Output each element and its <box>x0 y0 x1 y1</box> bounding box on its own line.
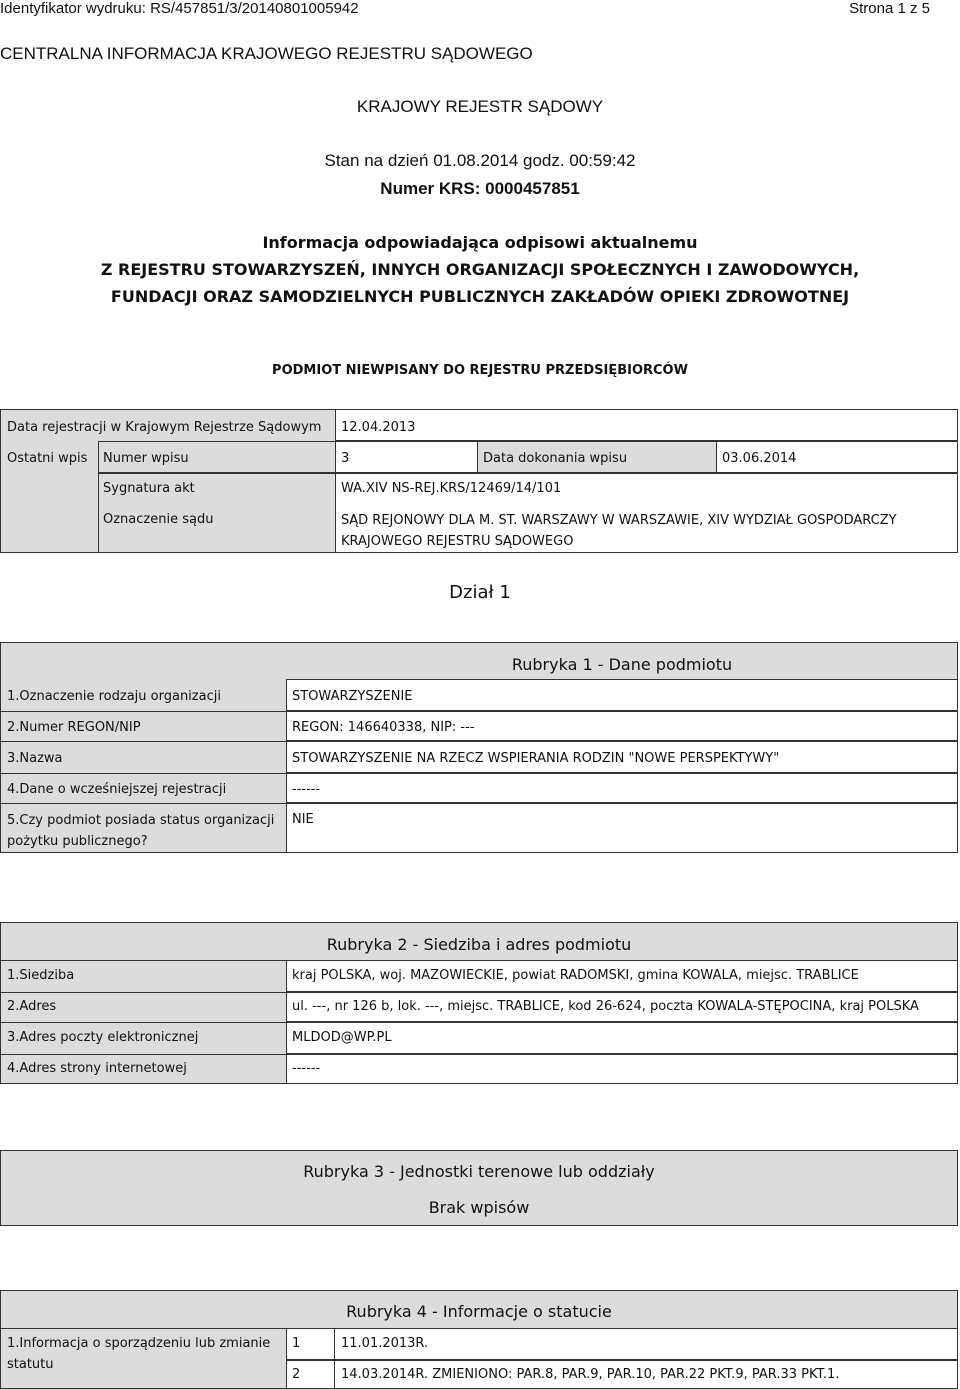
entry-number-label: Numer wpisu <box>103 451 189 466</box>
rubryka-1-value-cell <box>286 773 958 803</box>
signature-value: WA.XIV NS-REJ.KRS/12469/14/101 <box>341 481 562 496</box>
statute-entry-value: 11.01.2013R. <box>341 1336 429 1351</box>
public-benefit-label: 5.Czy podmiot posiada status organizacji pożytku publicznego? <box>7 813 275 849</box>
institution-name: CENTRALNA INFORMACJA KRAJOWEGO REJESTRU SĄDOWEGO <box>0 44 533 63</box>
name-value: STOWARZYSZENIE NA RZECZ WSPIERANIA RODZIN "NOWE PERSPEKTYWY" <box>292 751 780 766</box>
rubryka-4-title: Rubryka 4 - Informacje o statucie <box>346 1302 612 1321</box>
register-name: KRAJOWY REJESTR SĄDOWY <box>356 97 604 116</box>
statute-entry-value: 14.03.2014R. ZMIENIONO: PAR.8, PAR.9, PAR.10, PAR.22 PKT.9, PAR.33 PKT.1. <box>341 1367 840 1382</box>
org-type-value: STOWARZYSZENIE <box>292 689 413 704</box>
no-entries-text: Brak wpisów <box>428 1198 530 1217</box>
court-label: Oznaczenie sądu <box>103 512 214 527</box>
previous-registration-label: 4.Dane o wcześniejszej rejestracji <box>7 782 227 797</box>
entry-number-divider <box>334 1328 335 1389</box>
krs-number: Numer KRS: 0000457851 <box>380 179 580 198</box>
last-entry-label: Ostatni wpis <box>7 451 88 466</box>
email-value: MLDOD@WP.PL <box>292 1030 392 1045</box>
entry-date-value: 03.06.2014 <box>722 451 797 466</box>
row-divider <box>0 773 286 774</box>
row-divider <box>0 1022 286 1023</box>
rubryka-3-title: Rubryka 3 - Jednostki terenowe lub oddziały <box>303 1162 655 1181</box>
address-value: ul. ---, nr 126 b, lok. ---, miejsc. TRABLICE, kod 26-624, poczta KOWALA-STĘPOCINA, kraj POLSKA <box>292 999 919 1014</box>
row-divider <box>0 741 286 742</box>
seat-label: 1.Siedziba <box>7 968 75 983</box>
court-value: SĄD REJONOWY DLA M. ST. WARSZAWY W WARSZAWIE, XIV WYDZIAŁ GOSPODARCZY KRAJOWEGO REJESTRU SĄDOWEGO <box>341 513 897 549</box>
print-identifier: Identyfikator wydruku: RS/457851/3/20140801005942 <box>0 0 359 17</box>
entry-date-label: Data dokonania wpisu <box>483 451 628 466</box>
rubryka-1-value-cell <box>286 803 958 853</box>
address-label: 2.Adres <box>7 999 57 1014</box>
rubryka-1-title: Rubryka 1 - Dane podmiotu <box>511 655 733 674</box>
org-type-label: 1.Oznaczenie rodzaju organizacji <box>7 689 221 704</box>
email-label: 3.Adres poczty elektronicznej <box>7 1030 199 1045</box>
register-title-line-2: FUNDACJI ORAZ SAMODZIELNYCH PUBLICZNYCH ZAKŁADÓW OPIEKI ZDROWOTNEJ <box>110 287 850 306</box>
previous-registration-value: ------ <box>292 782 321 797</box>
row-divider <box>0 960 286 961</box>
subject-note: PODMIOT NIEWPISANY DO REJESTRU PRZEDSIĘBIORCÓW <box>272 363 688 378</box>
row-divider <box>0 1328 286 1329</box>
page-number: Strona 1 z 5 <box>849 0 930 17</box>
regon-nip-value: REGON: 146640338, NIP: --- <box>292 720 475 735</box>
statute-entry-number: 2 <box>292 1367 301 1382</box>
section-title: Dział 1 <box>449 582 511 603</box>
public-benefit-value: NIE <box>292 812 314 827</box>
statute-entry-number: 1 <box>292 1336 301 1351</box>
name-label: 3.Nazwa <box>7 751 63 766</box>
row-divider <box>0 803 286 804</box>
seat-value: kraj POLSKA, woj. MAZOWIECKIE, powiat RADOMSKI, gmina KOWALA, miejsc. TRABLICE <box>292 968 859 983</box>
rubryka-2-value-cell <box>286 1054 958 1084</box>
row-divider <box>0 711 286 712</box>
row-divider <box>0 1054 286 1055</box>
row-divider <box>0 992 286 993</box>
website-label: 4.Adres strony internetowej <box>7 1061 187 1076</box>
regon-nip-label: 2.Numer REGON/NIP <box>7 720 141 735</box>
signature-label: Sygnatura akt <box>103 481 195 496</box>
rubryka-2-title: Rubryka 2 - Siedziba i adres podmiotu <box>326 935 632 954</box>
state-date: Stan na dzień 01.08.2014 godz. 00:59:42 <box>324 151 636 170</box>
registration-date-value: 12.04.2013 <box>341 420 416 435</box>
website-value: ------ <box>292 1061 321 1076</box>
entry-number-value: 3 <box>341 451 350 466</box>
statute-info-label: 1.Informacja o sporządzeniu lub zmianie statutu <box>7 1336 271 1372</box>
document-title: Informacja odpowiadająca odpisowi aktualnemu <box>262 233 698 252</box>
registration-date-label: Data rejestracji w Krajowym Rejestrze Sądowym <box>7 420 322 435</box>
register-title-line-1: Z REJESTRU STOWARZYSZEŃ, INNYCH ORGANIZACJI SPOŁECZNYCH I ZAWODOWYCH, <box>100 260 860 279</box>
registration-date-cell <box>335 409 958 441</box>
